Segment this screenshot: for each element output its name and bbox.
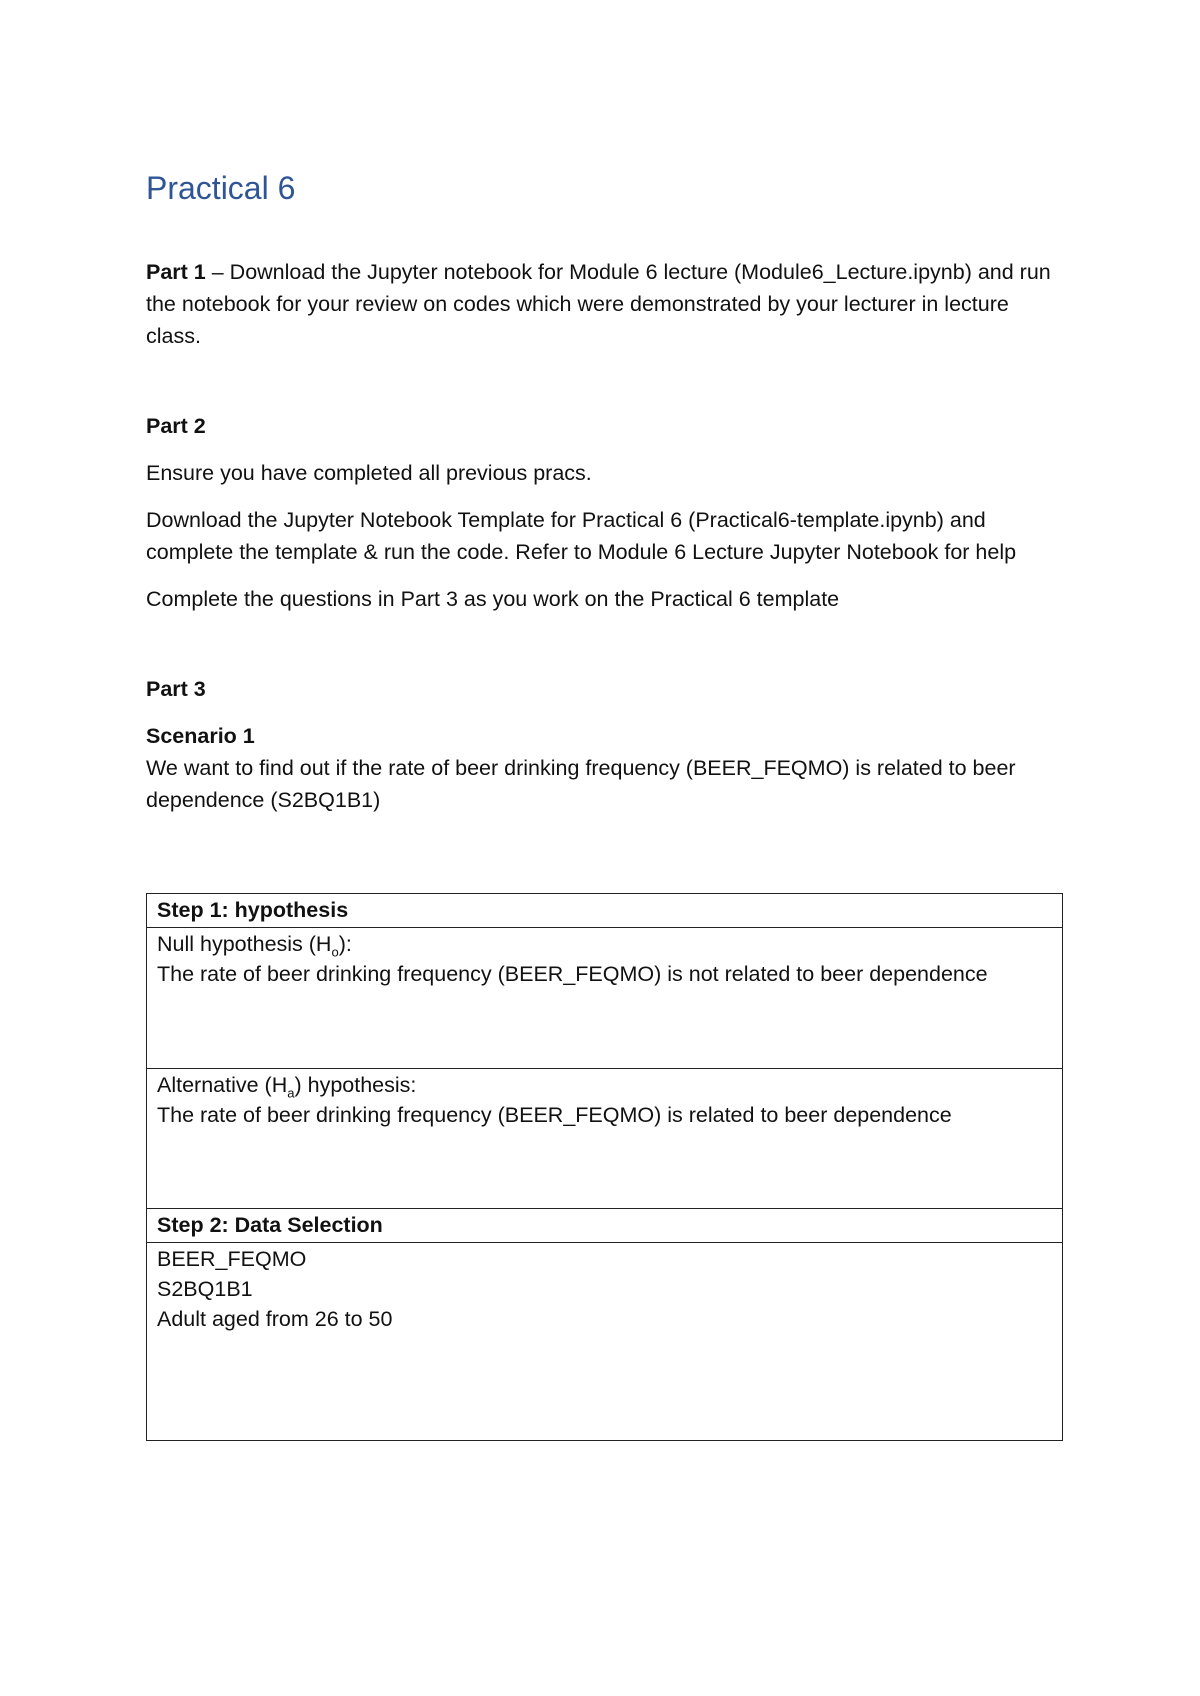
step1-heading: Step 1: hypothesis	[147, 894, 1063, 928]
null-hypothesis-label	[157, 929, 1052, 959]
data-selection-item: S2BQ1B1	[157, 1277, 253, 1301]
document-body	[146, 168, 1064, 816]
part2-paragraph: Complete the questions in Part 3 as you work on the Practical 6 template	[146, 587, 840, 611]
steps-table	[146, 893, 1063, 1441]
part1-text: – Download the Jupyter notebook for Module 6 lecture (Module6_Lecture.ipynb) and run the notebook for your review on codes which were demonstrated by your lecturer in lecture class.	[146, 260, 1051, 348]
part2-paragraph: Ensure you have completed all previous pracs.	[146, 461, 592, 485]
scenario-heading: Scenario 1	[146, 724, 255, 748]
part1-label: Part 1	[146, 260, 206, 284]
step2-heading: Step 2: Data Selection	[147, 1209, 1063, 1243]
null-label-suffix: ):	[338, 932, 352, 956]
alt-hypothesis-text: The rate of beer drinking frequency (BEER_FEQMO) is related to beer dependence	[157, 1103, 952, 1127]
alt-hypothesis-cell	[147, 1069, 1063, 1209]
table-row	[147, 1243, 1063, 1441]
data-selection-cell	[147, 1243, 1063, 1441]
alt-label-subscript: a	[287, 1085, 295, 1101]
table-row	[147, 1069, 1063, 1209]
alt-hypothesis-label	[157, 1070, 1052, 1100]
table-row	[147, 894, 1063, 928]
alt-label-prefix: Alternative (H	[157, 1073, 288, 1097]
part2-paragraph: Download the Jupyter Notebook Template for Practical 6 (Practical6-template.ipynb) and complete the template & run the code. Refer to Module 6 Lecture Jupyter Notebook for help	[146, 508, 1017, 564]
null-hypothesis-text: The rate of beer drinking frequency (BEER_FEQMO) is not related to beer dependence	[157, 962, 988, 986]
data-selection-item: BEER_FEQMO	[157, 1247, 307, 1271]
part3-heading: Part 3	[146, 677, 206, 701]
scenario-text: We want to find out if the rate of beer drinking frequency (BEER_FEQMO) is related to beer dependence (S2BQ1B1)	[146, 756, 1016, 812]
null-label-prefix: Null hypothesis (H	[157, 932, 332, 956]
data-selection-item: Adult aged from 26 to 50	[157, 1307, 393, 1331]
part2-heading: Part 2	[146, 414, 206, 438]
part1-paragraph	[146, 256, 1064, 352]
page-title: Practical 6	[146, 170, 296, 206]
table-row	[147, 928, 1063, 1069]
table-row	[147, 1209, 1063, 1243]
alt-label-suffix: ) hypothesis:	[294, 1073, 417, 1097]
null-label-subscript: o	[331, 944, 339, 960]
null-hypothesis-cell	[147, 928, 1063, 1069]
